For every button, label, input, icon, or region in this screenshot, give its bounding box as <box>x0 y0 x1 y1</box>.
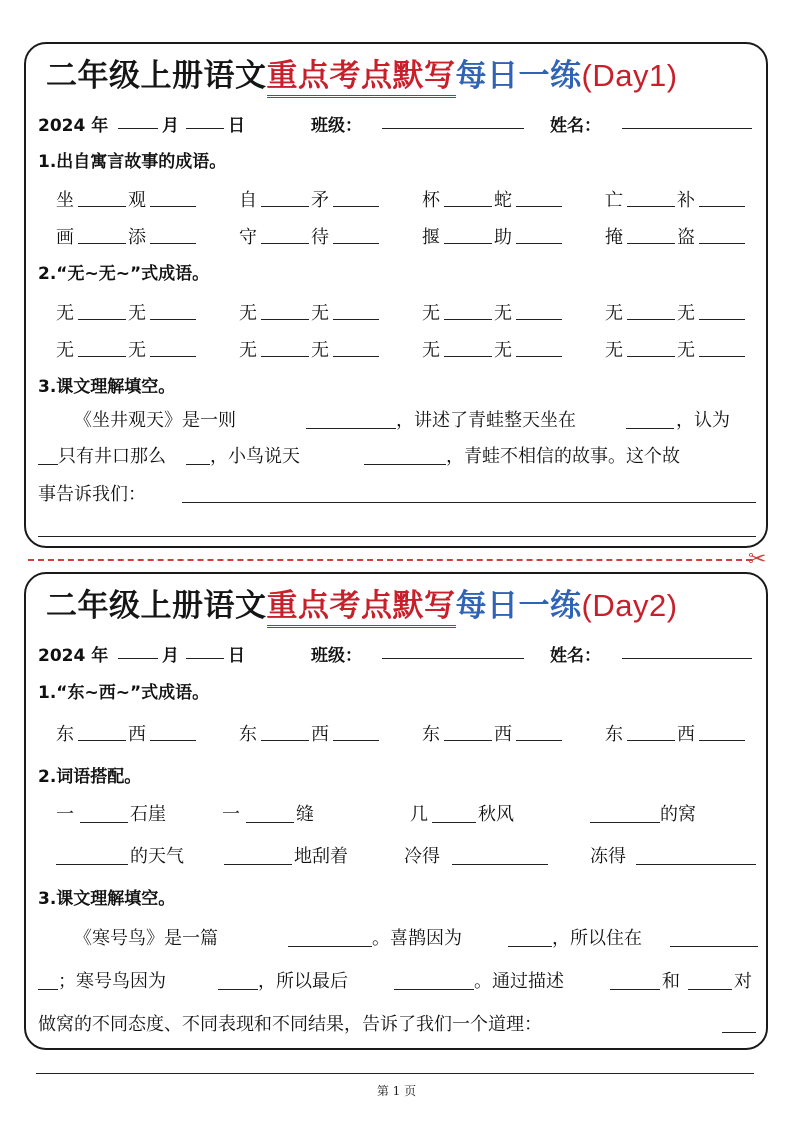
pair-text: 石崖 <box>130 804 166 825</box>
answer-blank[interactable] <box>78 740 126 741</box>
pair-text: 冷得 <box>404 846 440 867</box>
idiom-char: 揠 <box>422 227 440 248</box>
q3-line-3 <box>38 480 758 510</box>
idiom-item <box>239 221 399 249</box>
idiom-char: 东 <box>239 724 257 745</box>
answer-blank[interactable] <box>333 206 379 207</box>
answer-blank[interactable] <box>516 740 562 741</box>
idiom-item <box>422 334 582 362</box>
q2-row-1 <box>56 297 756 325</box>
idiom-char: 无 <box>422 303 440 324</box>
answer-blank[interactable] <box>516 356 562 357</box>
q3-text: 事告诉我们： <box>38 484 146 505</box>
idiom-char: 画 <box>56 227 74 248</box>
idiom-char: 助 <box>494 227 512 248</box>
title-focus: 重点考点默写 <box>267 58 456 98</box>
answer-blank[interactable] <box>78 206 126 207</box>
answer-blank[interactable] <box>636 864 756 865</box>
idiom-char: 坐 <box>56 190 74 211</box>
q2-row-1 <box>38 800 758 830</box>
answer-blank[interactable] <box>38 989 58 990</box>
idiom-item <box>239 718 399 746</box>
answer-blank[interactable] <box>627 740 675 741</box>
answer-blank[interactable] <box>78 243 126 244</box>
month-label: 月 <box>162 646 179 666</box>
idiom-item <box>56 184 216 212</box>
q3-text: ，青蛙不相信的故事。这个故 <box>446 446 680 467</box>
answer-blank[interactable] <box>78 356 126 357</box>
cut-line <box>28 559 752 561</box>
q1-heading: 1.出自寓言故事的成语。 <box>38 152 227 172</box>
answer-blank[interactable] <box>306 428 396 429</box>
pair-text: 一 <box>56 804 74 825</box>
worksheet-title <box>46 56 678 96</box>
worksheet-title <box>46 586 678 626</box>
title-day: (Day2) <box>581 588 678 623</box>
q1-row-1 <box>56 718 756 746</box>
answer-blank[interactable] <box>452 864 548 865</box>
page-number: 第 1 页 <box>376 1084 417 1098</box>
pair-text: 的窝 <box>660 804 696 825</box>
q3-text: 《寒号鸟》是一篇 <box>74 928 218 949</box>
answer-blank[interactable] <box>432 822 476 823</box>
idiom-char: 西 <box>677 724 695 745</box>
q3-text: ，讲述了青蛙整天坐在 <box>396 410 576 431</box>
answer-blank[interactable] <box>699 243 745 244</box>
answer-blank[interactable] <box>516 243 562 244</box>
pair-text: 一 <box>222 804 240 825</box>
q3-heading: 3.课文理解填空。 <box>38 889 176 909</box>
answer-blank[interactable] <box>626 428 674 429</box>
answer-blank[interactable] <box>444 740 492 741</box>
idiom-item <box>605 297 765 325</box>
answer-blank[interactable] <box>627 319 675 320</box>
idiom-char: 掩 <box>605 227 623 248</box>
answer-blank[interactable] <box>261 356 309 357</box>
idiom-char: 无 <box>56 340 74 361</box>
answer-blank[interactable] <box>150 243 196 244</box>
idiom-char: 蛇 <box>494 190 512 211</box>
idiom-char: 东 <box>56 724 74 745</box>
idiom-char: 无 <box>677 340 695 361</box>
answer-blank[interactable] <box>699 319 745 320</box>
answer-blank[interactable] <box>261 319 309 320</box>
year-label: 2024 年 <box>38 646 109 666</box>
answer-blank[interactable] <box>56 864 128 865</box>
idiom-item <box>605 184 765 212</box>
answer-blank[interactable] <box>394 989 474 990</box>
answer-blank[interactable] <box>444 319 492 320</box>
idiom-char: 自 <box>239 190 257 211</box>
idiom-item <box>239 334 399 362</box>
idiom-char: 无 <box>422 340 440 361</box>
idiom-char: 无 <box>128 303 146 324</box>
answer-line[interactable] <box>36 1073 754 1074</box>
idiom-item <box>605 221 765 249</box>
idiom-char: 盗 <box>677 227 695 248</box>
q3-line-2 <box>38 967 758 997</box>
answer-blank[interactable] <box>333 243 379 244</box>
q3-text: 。喜鹊因为 <box>372 928 462 949</box>
worksheet-day2 <box>24 572 768 1050</box>
idiom-char: 无 <box>605 303 623 324</box>
answer-blank[interactable] <box>444 356 492 357</box>
q3-text: ，所以最后 <box>258 971 348 992</box>
pair-text: 地刮着 <box>294 846 348 867</box>
idiom-item <box>56 718 216 746</box>
answer-blank[interactable] <box>288 946 372 947</box>
answer-blank[interactable] <box>516 206 562 207</box>
idiom-char: 东 <box>422 724 440 745</box>
idiom-item <box>422 718 582 746</box>
idiom-char: 补 <box>677 190 695 211</box>
idiom-item <box>422 184 582 212</box>
q1-row-1 <box>56 184 756 212</box>
idiom-item <box>239 297 399 325</box>
idiom-item <box>56 334 216 362</box>
answer-blank[interactable] <box>150 740 196 741</box>
answer-blank[interactable] <box>688 989 732 990</box>
info-line <box>38 641 753 667</box>
idiom-char: 亡 <box>605 190 623 211</box>
day-label: 日 <box>228 646 245 666</box>
answer-blank[interactable] <box>38 464 58 465</box>
answer-blank[interactable] <box>627 243 675 244</box>
idiom-char: 无 <box>239 303 257 324</box>
q2-heading: 2.词语搭配。 <box>38 767 142 787</box>
answer-blank[interactable] <box>333 319 379 320</box>
answer-blank[interactable] <box>224 864 292 865</box>
answer-blank[interactable] <box>364 464 446 465</box>
q2-heading: 2.“无~无~”式成语。 <box>38 264 210 284</box>
title-focus: 重点考点默写 <box>267 588 456 628</box>
info-line <box>38 111 753 137</box>
idiom-item <box>56 297 216 325</box>
q3-text: ，小鸟说天 <box>210 446 300 467</box>
idiom-char: 无 <box>605 340 623 361</box>
answer-blank[interactable] <box>150 319 196 320</box>
answer-blank[interactable] <box>699 206 745 207</box>
q3-heading: 3.课文理解填空。 <box>38 377 176 397</box>
idiom-char: 东 <box>605 724 623 745</box>
answer-blank[interactable] <box>722 1032 756 1033</box>
q3-text: 只有井口那么 <box>58 446 166 467</box>
answer-blank[interactable] <box>261 206 309 207</box>
pair-text: 秋风 <box>478 804 514 825</box>
answer-blank[interactable] <box>150 206 196 207</box>
q3-text: 《坐井观天》是一则 <box>74 410 236 431</box>
q3-text: ，所以住在 <box>552 928 642 949</box>
idiom-char: 杯 <box>422 190 440 211</box>
idiom-item <box>422 297 582 325</box>
q3-text: 。通过描述 <box>474 971 564 992</box>
answer-blank[interactable] <box>261 740 309 741</box>
answer-blank[interactable] <box>261 243 309 244</box>
idiom-char: 矛 <box>311 190 329 211</box>
idiom-char: 观 <box>128 190 146 211</box>
answer-blank[interactable] <box>150 356 196 357</box>
idiom-char: 无 <box>494 340 512 361</box>
answer-blank[interactable] <box>590 822 660 823</box>
idiom-char: 无 <box>239 340 257 361</box>
answer-blank[interactable] <box>610 989 660 990</box>
idiom-item <box>239 184 399 212</box>
idiom-char: 无 <box>311 340 329 361</box>
name-label: 姓名： <box>550 116 601 136</box>
title-daily: 每日一练 <box>455 588 582 624</box>
q2-row-2 <box>38 842 758 872</box>
pair-text: 缝 <box>296 804 314 825</box>
scissors-icon: ✂ <box>748 547 767 572</box>
idiom-char: 待 <box>311 227 329 248</box>
q3-text: ；寒号鸟因为 <box>58 971 166 992</box>
idiom-char: 西 <box>494 724 512 745</box>
q2-row-2 <box>56 334 756 362</box>
worksheet-day1 <box>24 42 768 548</box>
idiom-char: 无 <box>677 303 695 324</box>
idiom-char: 无 <box>494 303 512 324</box>
answer-blank[interactable] <box>80 822 128 823</box>
answer-blank[interactable] <box>246 822 294 823</box>
q3-line-1 <box>38 924 758 954</box>
class-label: 班级： <box>311 116 362 136</box>
q3-text: 和 <box>662 971 680 992</box>
idiom-char: 无 <box>311 303 329 324</box>
answer-blank[interactable] <box>182 502 756 503</box>
idiom-char: 无 <box>56 303 74 324</box>
answer-blank[interactable] <box>627 356 675 357</box>
q3-line-3 <box>38 1010 758 1040</box>
q3-text: 对 <box>734 971 752 992</box>
title-grade: 二年级上册语文 <box>46 58 267 94</box>
answer-blank[interactable] <box>670 946 758 947</box>
idiom-char: 守 <box>239 227 257 248</box>
month-label: 月 <box>162 116 179 136</box>
pair-text: 几 <box>410 804 428 825</box>
answer-blank[interactable] <box>699 356 745 357</box>
idiom-char: 西 <box>311 724 329 745</box>
q3-text: 做窝的不同态度、不同表现和不同结果，告诉了我们一个道理： <box>38 1014 542 1035</box>
title-day: (Day1) <box>581 58 678 93</box>
answer-blank[interactable] <box>218 989 258 990</box>
answer-blank[interactable] <box>333 740 379 741</box>
answer-blank[interactable] <box>444 206 492 207</box>
answer-blank[interactable] <box>186 464 210 465</box>
class-label: 班级： <box>311 646 362 666</box>
idiom-item <box>605 334 765 362</box>
answer-blank[interactable] <box>627 206 675 207</box>
answer-blank[interactable] <box>508 946 552 947</box>
idiom-char: 无 <box>128 340 146 361</box>
answer-blank[interactable] <box>333 356 379 357</box>
day-label: 日 <box>228 116 245 136</box>
q1-row-2 <box>56 221 756 249</box>
q1-heading: 1.“东~西~”式成语。 <box>38 683 210 703</box>
name-label: 姓名： <box>550 646 601 666</box>
answer-blank[interactable] <box>699 740 745 741</box>
answer-blank[interactable] <box>516 319 562 320</box>
q3-line-2 <box>38 442 758 472</box>
idiom-item <box>422 221 582 249</box>
idiom-char: 西 <box>128 724 146 745</box>
pair-text: 的天气 <box>130 846 184 867</box>
idiom-item <box>56 221 216 249</box>
idiom-char: 添 <box>128 227 146 248</box>
title-daily: 每日一练 <box>455 58 582 94</box>
pair-text: 冻得 <box>590 846 626 867</box>
title-grade: 二年级上册语文 <box>46 588 267 624</box>
q3-line-1 <box>38 406 758 436</box>
year-label: 2024 年 <box>38 116 109 136</box>
idiom-item <box>605 718 765 746</box>
q3-text: ，认为 <box>676 410 730 431</box>
answer-blank[interactable] <box>78 319 126 320</box>
answer-line[interactable] <box>38 536 756 537</box>
answer-blank[interactable] <box>444 243 492 244</box>
